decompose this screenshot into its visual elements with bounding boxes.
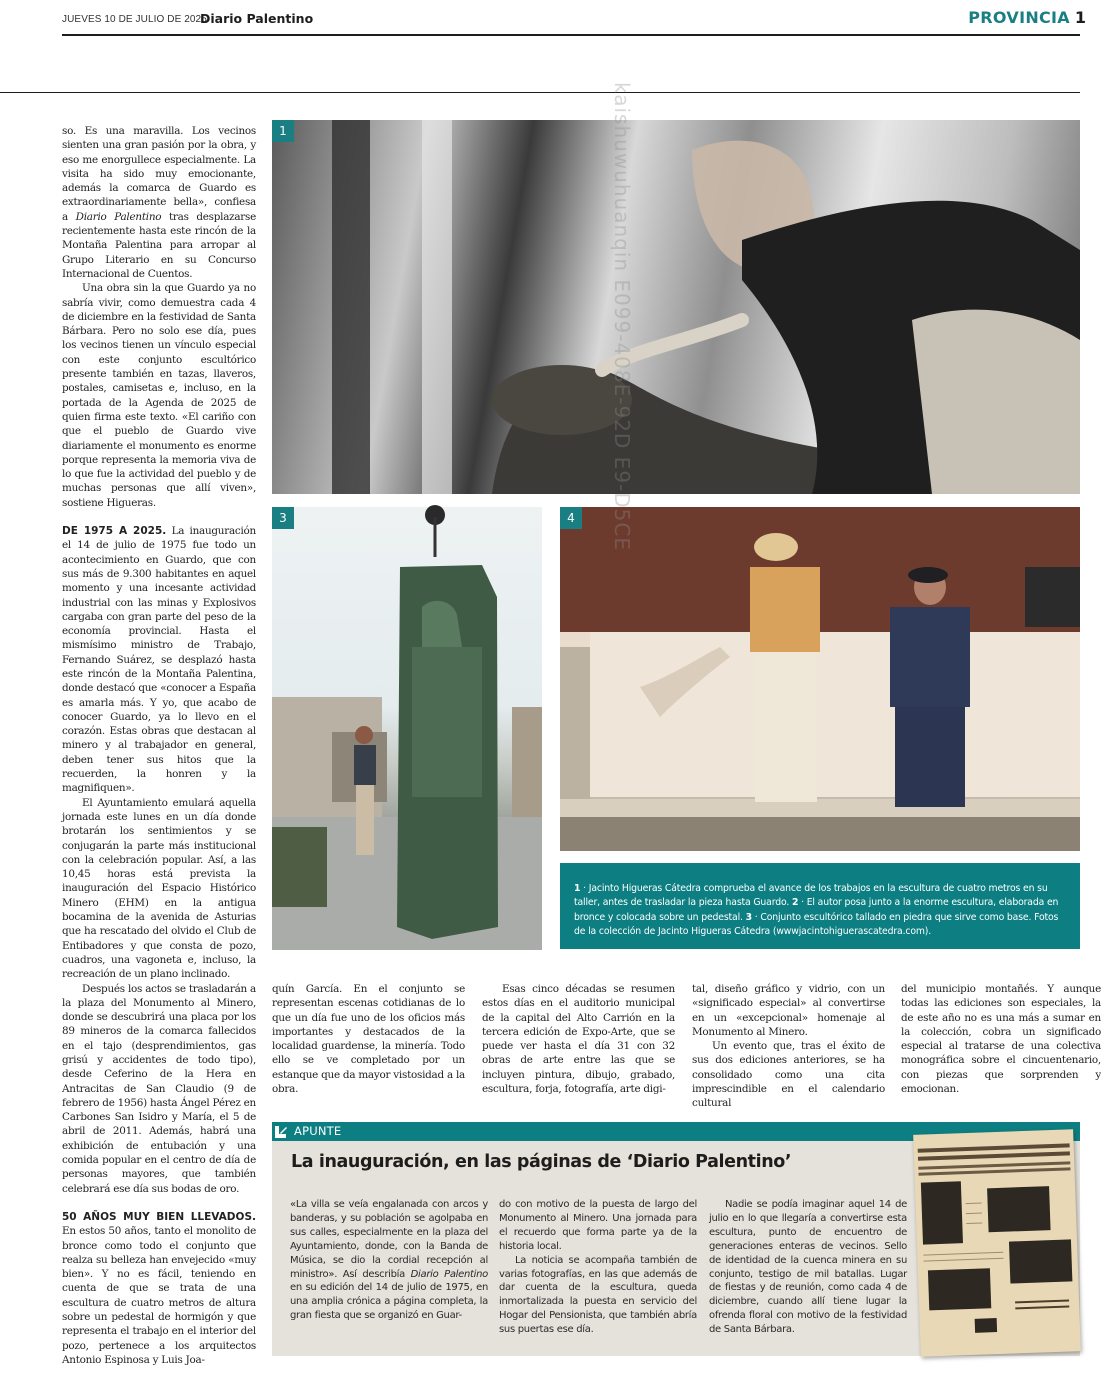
- photo-4-image: [560, 507, 1080, 851]
- photo-number-badge: 3: [272, 507, 294, 529]
- watermark-text: kaishuwuhuanqin E099-408E-92D E9-D5CE: [610, 82, 634, 551]
- paragraph: Después los actos se trasladarán a la plaza del Monumento al Minero, donde se descubrirá una placa por los 89 mineros de la comarca fallecidos en el tajo (desprendimientos, gas grisú y accidentes de todo tipo), desde Ceferino de la Hera en Antracitas de San Claudio (9 de febrero de 1956) hasta Ángel Pérez en Carbones San Isidro y María, el 5 de abril de 2011. Además, habrá una exhibición de entubación y una comida popular en el centro de día de personas mayores, que también celebrará ese día sus bodas de oro.: [62, 982, 256, 1195]
- paragraph: quín García. En el conjunto se representan escenas cotidianas de lo que un día fue uno de los oficios más importantes y destacados de la localidad guardense, la minería. Todo ello se ve completado por un estanque que da mayor vistosidad a la obra.: [272, 983, 465, 1096]
- page-header: [62, 8, 1086, 36]
- paragraph: Esas cinco décadas se resumen estos días en el auditorio municipal de la capital del Alto Carrión en la tercera edición de Expo-Arte, que se puede ver hasta el día 31 con 32 obras de arte entre las que se incluyen pintura, dibujo, grabado, escultura, forja, fotografía, arte digi-: [482, 983, 675, 1096]
- photo-caption: 1 · Jacinto Higueras Cátedra comprueba el avance de los trabajos en la escultura de cuatro metros en su taller, antes de trasladar la pieza hasta Guardo. 2 · El autor posa junto a la enorme escultura, elaborada en bronce y colocada sobre un pedestal. 3 · Conjunto escultórico tallado en piedra que sirve como base. Fotos de la colección de Jacinto Higueras Cátedra (wwwjacintohiguerascatedra.com).: [560, 863, 1080, 949]
- apunte-label: APUNTE: [294, 1124, 342, 1138]
- paragraph: del municipio montañés. Y aunque todas las ediciones son especiales, la de este año no es una más a sumar en la colección, cobra un significado especial al tratarse de una colectiva monográfica sobre el cincuentenario, con piezas que sorprenden y emocionan.: [901, 983, 1101, 1096]
- header-divider: [0, 92, 1080, 93]
- article-column-c: [692, 982, 885, 1111]
- article-column-b: [482, 982, 675, 1096]
- photo-stone-relief: [560, 507, 1080, 851]
- paragraph: El Ayuntamiento emulará aquella jornada este lunes en un día donde brotarán los sentimientos y se conjugarán la parte más institucional con la celebración popular. Así, a las 10,45 horas está prevista la inauguración del Espacio Histórico Minero (EHM) en la antigua bocamina de la avenida de Asturias que ha rescatado del olvido el Club de Entibadores y que consta de pozo, cuadros, una vagoneta e, incluso, la recreación de un plano inclinado.: [62, 796, 256, 981]
- photo-number-badge: 1: [272, 120, 294, 142]
- paragraph: La noticia se acompaña también de varias fotografías, en las que además de dar cuenta de la escultura, queda inmortalizada la puesta en servicio del Hogar del Pensionista, que también abría sus puertas ese día.: [499, 1254, 697, 1336]
- photo-number-badge: 4: [560, 507, 582, 529]
- article-column-left: [62, 124, 256, 1367]
- photo-3-image: [272, 507, 542, 950]
- paragraph: do con motivo de la puesta de largo del Monumento al Minero. Una jornada para el recuerdo que forma parte ya de la historia local.: [499, 1199, 697, 1252]
- photo-sculptor-workshop: [272, 120, 1080, 494]
- paragraph: Un evento que, tras el éxito de sus dos ediciones anteriores, se ha consolidado como una cita imprescindible en el calendario cultural: [692, 1040, 885, 1110]
- apunte-box: [272, 1122, 1080, 1356]
- photo-1-image: [272, 120, 1080, 494]
- paragraph: so. Es una maravilla. Los vecinos sienten una gran pasión por la obra, y eso me enorgullece especialmente. La visita ha sido muy emocionante, además la comarca de Guardo es extraordinariamente bella», confiesa a Diario Palentino tras desplazarse recientemente hasta este rincón de la Montaña Palentina para arropar al Grupo Literario en su Concurso Internacional de Cuentos.: [62, 125, 257, 280]
- paragraph: tal, diseño gráfico y vidrio, con un «significado especial» al convertirse en un «excepcional» homenaje al Monumento al Minero.: [692, 983, 885, 1038]
- pencil-note-icon: [274, 1124, 288, 1139]
- article-column-a: [272, 982, 465, 1096]
- page-number: 1: [1074, 8, 1086, 27]
- paragraph: «La villa se veía engalanada con arcos y banderas, y su población se agolpaba en sus calles, especialmente en la plaza del Ayuntamiento, donde, con la Banda de Música, se dio la cordial recepción al ministro». Así describía Diario Palentino en su edición del 14 de julio de 1975, en una amplia crónica a página completa, la gran fiesta que se organizó en Guar-: [290, 1199, 488, 1322]
- section-title: PROVINCIA: [968, 8, 1070, 27]
- photo-bronze-sculpture: [272, 507, 542, 950]
- newspaper-brand: Diario Palentino: [200, 11, 314, 26]
- subhead: 50 AÑOS MUY BIEN LLEVADOS.: [62, 1210, 256, 1223]
- apunte-column-3: [709, 1198, 907, 1337]
- apunte-column-1: [290, 1198, 488, 1323]
- issue-date: JUEVES 10 DE JULIO DE 2025: [62, 14, 207, 25]
- apunte-headline: La inauguración, en las páginas de ‘Diario Palentino’: [291, 1152, 792, 1172]
- paragraph: Nadie se podía imaginar aquel 14 de julio en lo que llegaría a convertirse esta escultura, punto de encuentro de generaciones enteras de vecinos. Sello de identidad de la cuenca minera en su conjunto, testigo de mil batallas. Lugar de fiestas y de reunión, como cada 4 de diciembre, cuando allí tiene lugar la ofrenda floral con motivo de la festividad de Santa Bárbara.: [709, 1199, 907, 1336]
- subhead: DE 1975 A 2025.: [62, 525, 167, 538]
- newspaper-clipping-image: [913, 1129, 1081, 1356]
- paragraph: Una obra sin la que Guardo ya no sabría vivir, como demuestra cada 4 de diciembre en la festividad de Santa Bárbara. Pero no solo ese día, pues los vecinos tienen un vínculo especial con este conjunto escultórico presente también en tazas, llaveros, postales, camisetas e, incluso, en la portada de la Agenda de 2025 de quien firma este texto. «El cariño con que el pueblo de Guardo vive diariamente el monumento es enorme porque representa la memoria viva de lo que fue la actividad del pueblo y de muchas personas que allí viven», sostiene Higueras.: [62, 282, 256, 509]
- paragraph: 50 AÑOS MUY BIEN LLEVADOS. En estos 50 años, tanto el monolito de bronce como todo el conjunto que realza su belleza han envejecido «muy bien». Y no es fácil, teniendo en cuenta de que se trata de una escultura de cuatro metros de altura sobre un pedestal de hormigón y que representa el trabajo en el interior del pozo, pertenece a los arquitectos Antonio Espinosa y Luis Joa-: [62, 1210, 256, 1366]
- apunte-column-2: [499, 1198, 697, 1337]
- paragraph: DE 1975 A 2025. La inauguración el 14 de julio de 1975 fue todo un acontecimiento en Guardo, que con sus más de 9.300 habitantes en aquel momento y una incesante actividad industrial con las minas y Explosivos cargaba con gran parte del peso de la economía provincial. Hasta el mismísimo ministro de Trabajo, Fernando Suárez, se desplazó hasta este rincón de la Montaña Palentina, donde destacó que «conocer a España es amarla más. Y yo, que acabo de conocer Guardo, ya lo llevo en el corazón. Estas obras que destacan al minero y al trabajador en general, deben tener sus hitos que la recuerden, la honren y la magnifiquen».: [62, 525, 256, 795]
- article-column-d: [901, 982, 1101, 1096]
